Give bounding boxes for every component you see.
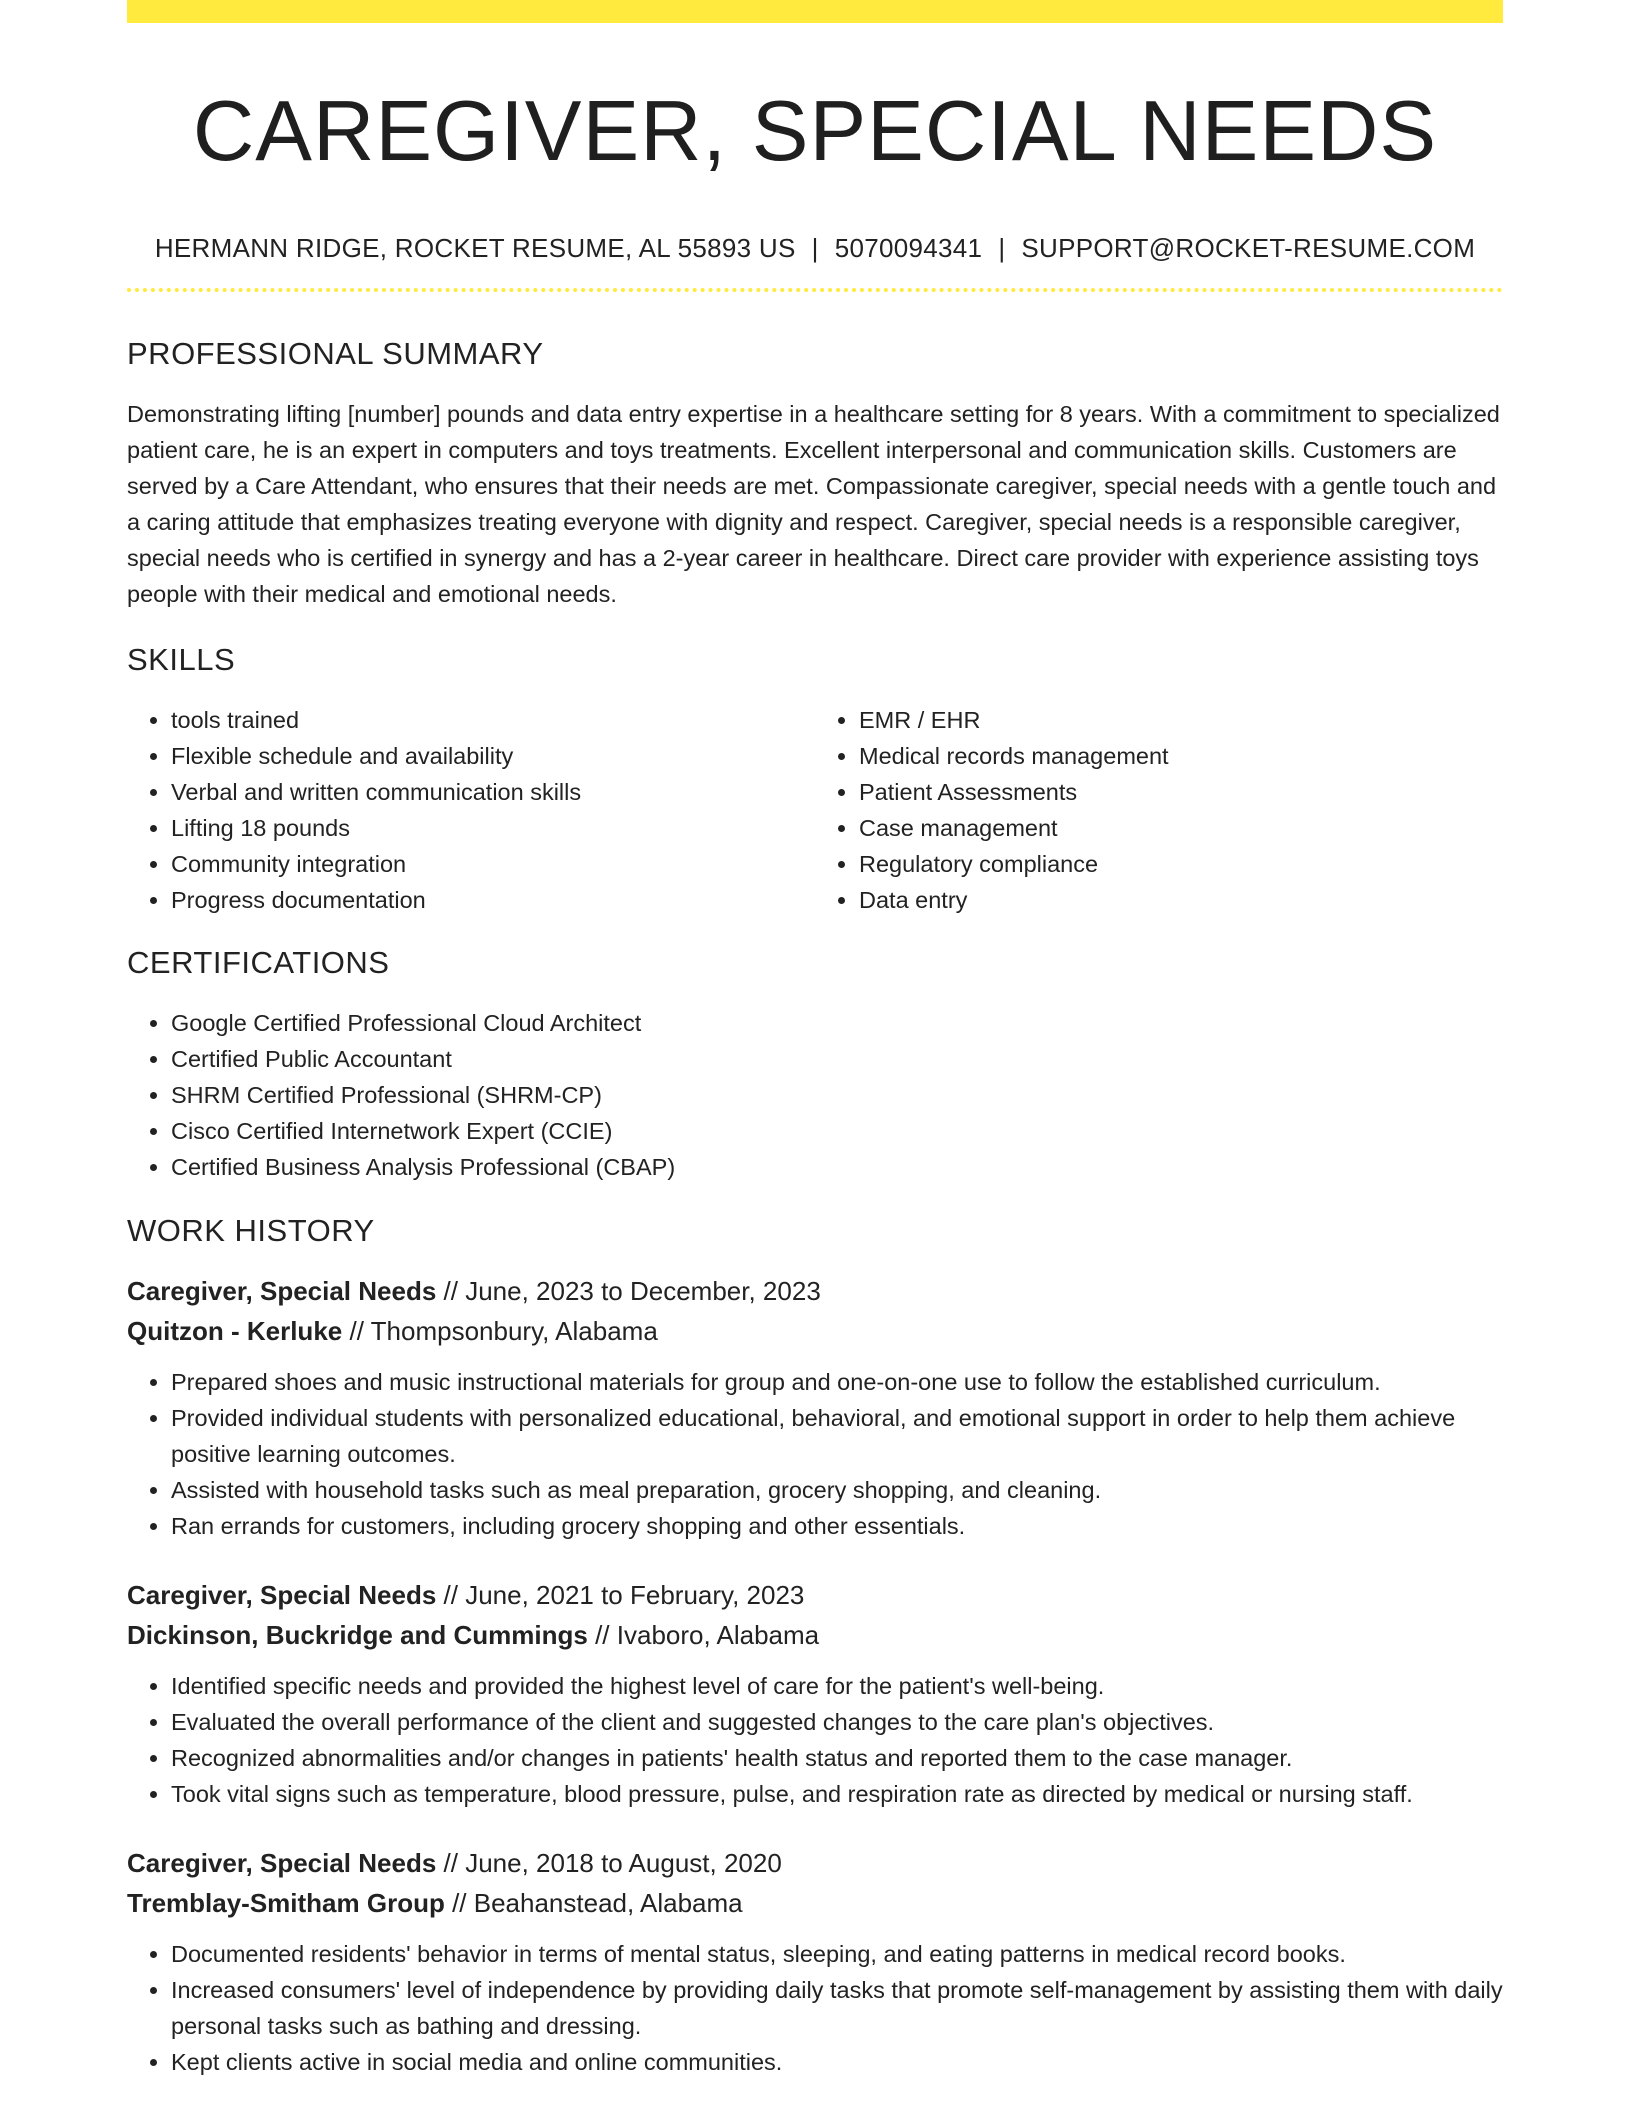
job-location: // Beahanstead, Alabama — [444, 1888, 743, 1918]
skill-item: • Medical records management — [859, 738, 1503, 774]
skills-grid — [127, 702, 1503, 918]
contact-phone: 5070094341 — [834, 233, 983, 263]
skill-item: • Lifting 18 pounds — [171, 810, 815, 846]
job-entry — [127, 1575, 1503, 1812]
skills-section — [127, 640, 1503, 918]
certification-item: • Certified Business Analysis Professional (CBAP) — [171, 1149, 1503, 1185]
job-bullet: • Took vital signs such as temperature, blood pressure, pulse, and respiration rate as directed by medical or nursing staff. — [171, 1776, 1503, 1812]
summary-text: Demonstrating lifting [number] pounds and data entry expertise in a healthcare setting for 8 years. With a commitment to specialized patient care, he is an expert in computers and toys treatments. Excellent interpersonal and communication skills. Customers are served by a Care Attendant, who ensures that their needs are met. Compassionate caregiver, special needs with a gentle touch and a caring attitude that emphasizes treating everyone with dignity and respect. Caregiver, special needs is a responsible caregiver, special needs who is certified in synergy and has a 2-year career in healthcare. Direct care provider with experience assisting toys people with their medical and emotional needs. — [127, 401, 1500, 607]
skill-item: • tools trained — [171, 702, 815, 738]
job-dates: // June, 2023 to December, 2023 — [436, 1276, 821, 1306]
skill-item: • Community integration — [171, 846, 815, 882]
skill-item: • EMR / EHR — [859, 702, 1503, 738]
job-bullet: • Kept clients active in social media and online communities. — [171, 2044, 1503, 2080]
job-bullet: • Identified specific needs and provided the highest level of care for the patient's well-being. — [171, 1668, 1503, 1704]
skills-list-left — [127, 702, 815, 918]
job-bullet: • Increased consumers' level of independence by providing daily tasks that promote self-management by assisting them with daily personal tasks such as bathing and dressing. — [171, 1972, 1503, 2044]
job-bullet: • Prepared shoes and music instructional materials for group and one-on-one use to follow the established curriculum. — [171, 1364, 1503, 1400]
contact-line — [127, 232, 1503, 264]
job-bullet: • Assisted with household tasks such as meal preparation, grocery shopping, and cleaning. — [171, 1472, 1503, 1508]
contact-separator: | — [811, 233, 819, 263]
job-entry — [127, 1843, 1503, 2080]
job-entry — [127, 1271, 1503, 1544]
skill-item: • Case management — [859, 810, 1503, 846]
work-history-heading: WORK HISTORY — [127, 1213, 375, 1248]
job-company: Tremblay-Smitham Group — [127, 1888, 445, 1918]
job-bullet: • Documented residents' behavior in terms of mental status, sleeping, and eating patterns in medical record books. — [171, 1936, 1503, 1972]
contact-separator: | — [998, 233, 1006, 263]
certifications-section — [127, 943, 1503, 1185]
job-bullets — [127, 1364, 1503, 1544]
job-title-line — [127, 1575, 1503, 1615]
job-title: Caregiver, Special Needs — [127, 1848, 437, 1878]
certifications-heading: CERTIFICATIONS — [127, 945, 390, 980]
summary-heading: PROFESSIONAL SUMMARY — [127, 336, 544, 371]
certification-item: • Google Certified Professional Cloud Architect — [171, 1005, 1503, 1041]
job-bullet: • Ran errands for customers, including grocery shopping and other essentials. — [171, 1508, 1503, 1544]
certification-item: • SHRM Certified Professional (SHRM-CP) — [171, 1077, 1503, 1113]
certifications-list — [127, 1005, 1503, 1185]
job-bullets — [127, 1936, 1503, 2080]
skills-list-right — [815, 702, 1503, 918]
certification-item: • Cisco Certified Internetwork Expert (CCIE) — [171, 1113, 1503, 1149]
job-location: // Ivaboro, Alabama — [587, 1620, 820, 1650]
job-title-line — [127, 1271, 1503, 1311]
job-location: // Thompsonbury, Alabama — [342, 1316, 658, 1346]
skill-item: • Verbal and written communication skills — [171, 774, 815, 810]
contact-address: HERMANN RIDGE, ROCKET RESUME, AL 55893 US — [154, 233, 796, 263]
job-dates: // June, 2021 to February, 2023 — [436, 1580, 805, 1610]
job-company-line — [127, 1311, 1503, 1351]
job-company-line — [127, 1883, 1503, 1923]
contact-email: SUPPORT@ROCKET-RESUME.COM — [1021, 233, 1476, 263]
work-history-section — [127, 1211, 1503, 2080]
job-title-line — [127, 1843, 1503, 1883]
certification-item: • Certified Public Accountant — [171, 1041, 1503, 1077]
job-bullet: • Evaluated the overall performance of the client and suggested changes to the care plan's objectives. — [171, 1704, 1503, 1740]
job-bullet: • Recognized abnormalities and/or changes in patients' health status and reported them to the case manager. — [171, 1740, 1503, 1776]
job-title: Caregiver, Special Needs — [127, 1276, 437, 1306]
skill-item: • Patient Assessments — [859, 774, 1503, 810]
skill-item: • Progress documentation — [171, 882, 815, 918]
dotted-divider — [127, 288, 1503, 292]
skill-item: • Data entry — [859, 882, 1503, 918]
resume-content — [127, 0, 1503, 2080]
job-company: Quitzon - Kerluke — [127, 1316, 343, 1346]
skill-item: • Regulatory compliance — [859, 846, 1503, 882]
job-company: Dickinson, Buckridge and Cummings — [127, 1620, 588, 1650]
job-bullet: • Provided individual students with personalized educational, behavioral, and emotional support in order to help them achieve positive learning outcomes. — [171, 1400, 1503, 1472]
job-company-line — [127, 1615, 1503, 1655]
skills-heading: SKILLS — [127, 642, 236, 677]
job-bullets — [127, 1668, 1503, 1812]
summary-section — [127, 334, 1503, 612]
candidate-name: CAREGIVER, SPECIAL NEEDS — [192, 84, 1438, 179]
job-dates: // June, 2018 to August, 2020 — [436, 1848, 782, 1878]
job-title: Caregiver, Special Needs — [127, 1580, 437, 1610]
skill-item: • Flexible schedule and availability — [171, 738, 815, 774]
